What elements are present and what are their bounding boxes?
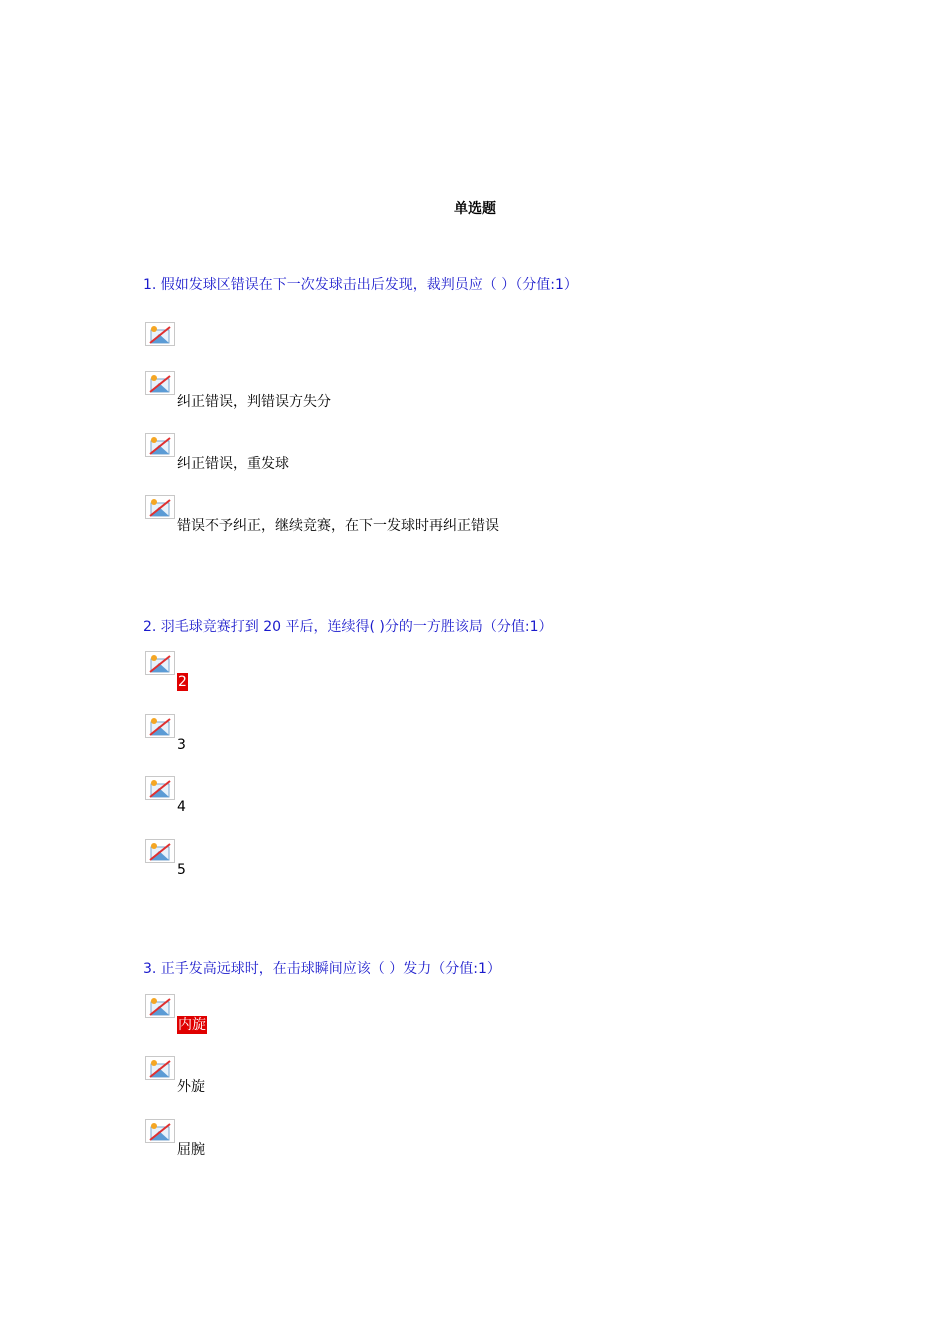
option-label: 4 xyxy=(177,799,186,815)
question-2-option-2[interactable] xyxy=(145,714,845,764)
question-2-option-3[interactable] xyxy=(145,776,845,826)
broken-image-icon xyxy=(145,1056,175,1080)
question-1-option-2[interactable] xyxy=(145,371,845,421)
question-2-text: 2. 羽毛球竞赛打到 20 平后，连续得( )分的一方胜该局（分值:1） xyxy=(143,619,553,635)
option-label-selected: 2 xyxy=(178,674,187,690)
option-label: 纠正错误，重发球 xyxy=(177,456,289,472)
broken-image-icon xyxy=(145,994,175,1018)
option-label: 外旋 xyxy=(177,1079,205,1095)
question-3-option-1[interactable] xyxy=(145,994,845,1044)
broken-image-icon xyxy=(145,322,175,346)
option-label-selected: 内旋 xyxy=(178,1017,206,1033)
broken-image-icon xyxy=(145,371,175,395)
question-3-text: 3. 正手发高远球时，在击球瞬间应该（ ）发力（分值:1） xyxy=(143,961,501,977)
broken-image-icon xyxy=(145,776,175,800)
question-2-option-4[interactable] xyxy=(145,839,845,889)
broken-image-icon xyxy=(145,433,175,457)
broken-image-icon xyxy=(145,839,175,863)
broken-image-icon xyxy=(145,714,175,738)
question-1-text: 1. 假如发球区错误在下一次发球击出后发现，裁判员应（ ）（分值:1） xyxy=(143,277,578,293)
broken-image-icon xyxy=(145,651,175,675)
option-label: 3 xyxy=(177,737,186,753)
option-label: 错误不予纠正，继续竞赛，在下一发球时再纠正错误 xyxy=(177,518,499,534)
section-title: 单选题 xyxy=(454,201,496,217)
question-2-option-1[interactable] xyxy=(145,651,845,701)
question-3-option-3[interactable] xyxy=(145,1119,845,1169)
question-3-option-2[interactable] xyxy=(145,1056,845,1106)
broken-image-icon xyxy=(145,495,175,519)
broken-image-icon xyxy=(145,1119,175,1143)
question-1-option-4[interactable] xyxy=(145,495,845,545)
option-label: 纠正错误，判错误方失分 xyxy=(177,394,331,410)
option-label: 5 xyxy=(177,862,186,878)
question-1-option-1[interactable] xyxy=(145,322,845,372)
option-label: 屈腕 xyxy=(177,1142,205,1158)
question-1-option-3[interactable] xyxy=(145,433,845,483)
